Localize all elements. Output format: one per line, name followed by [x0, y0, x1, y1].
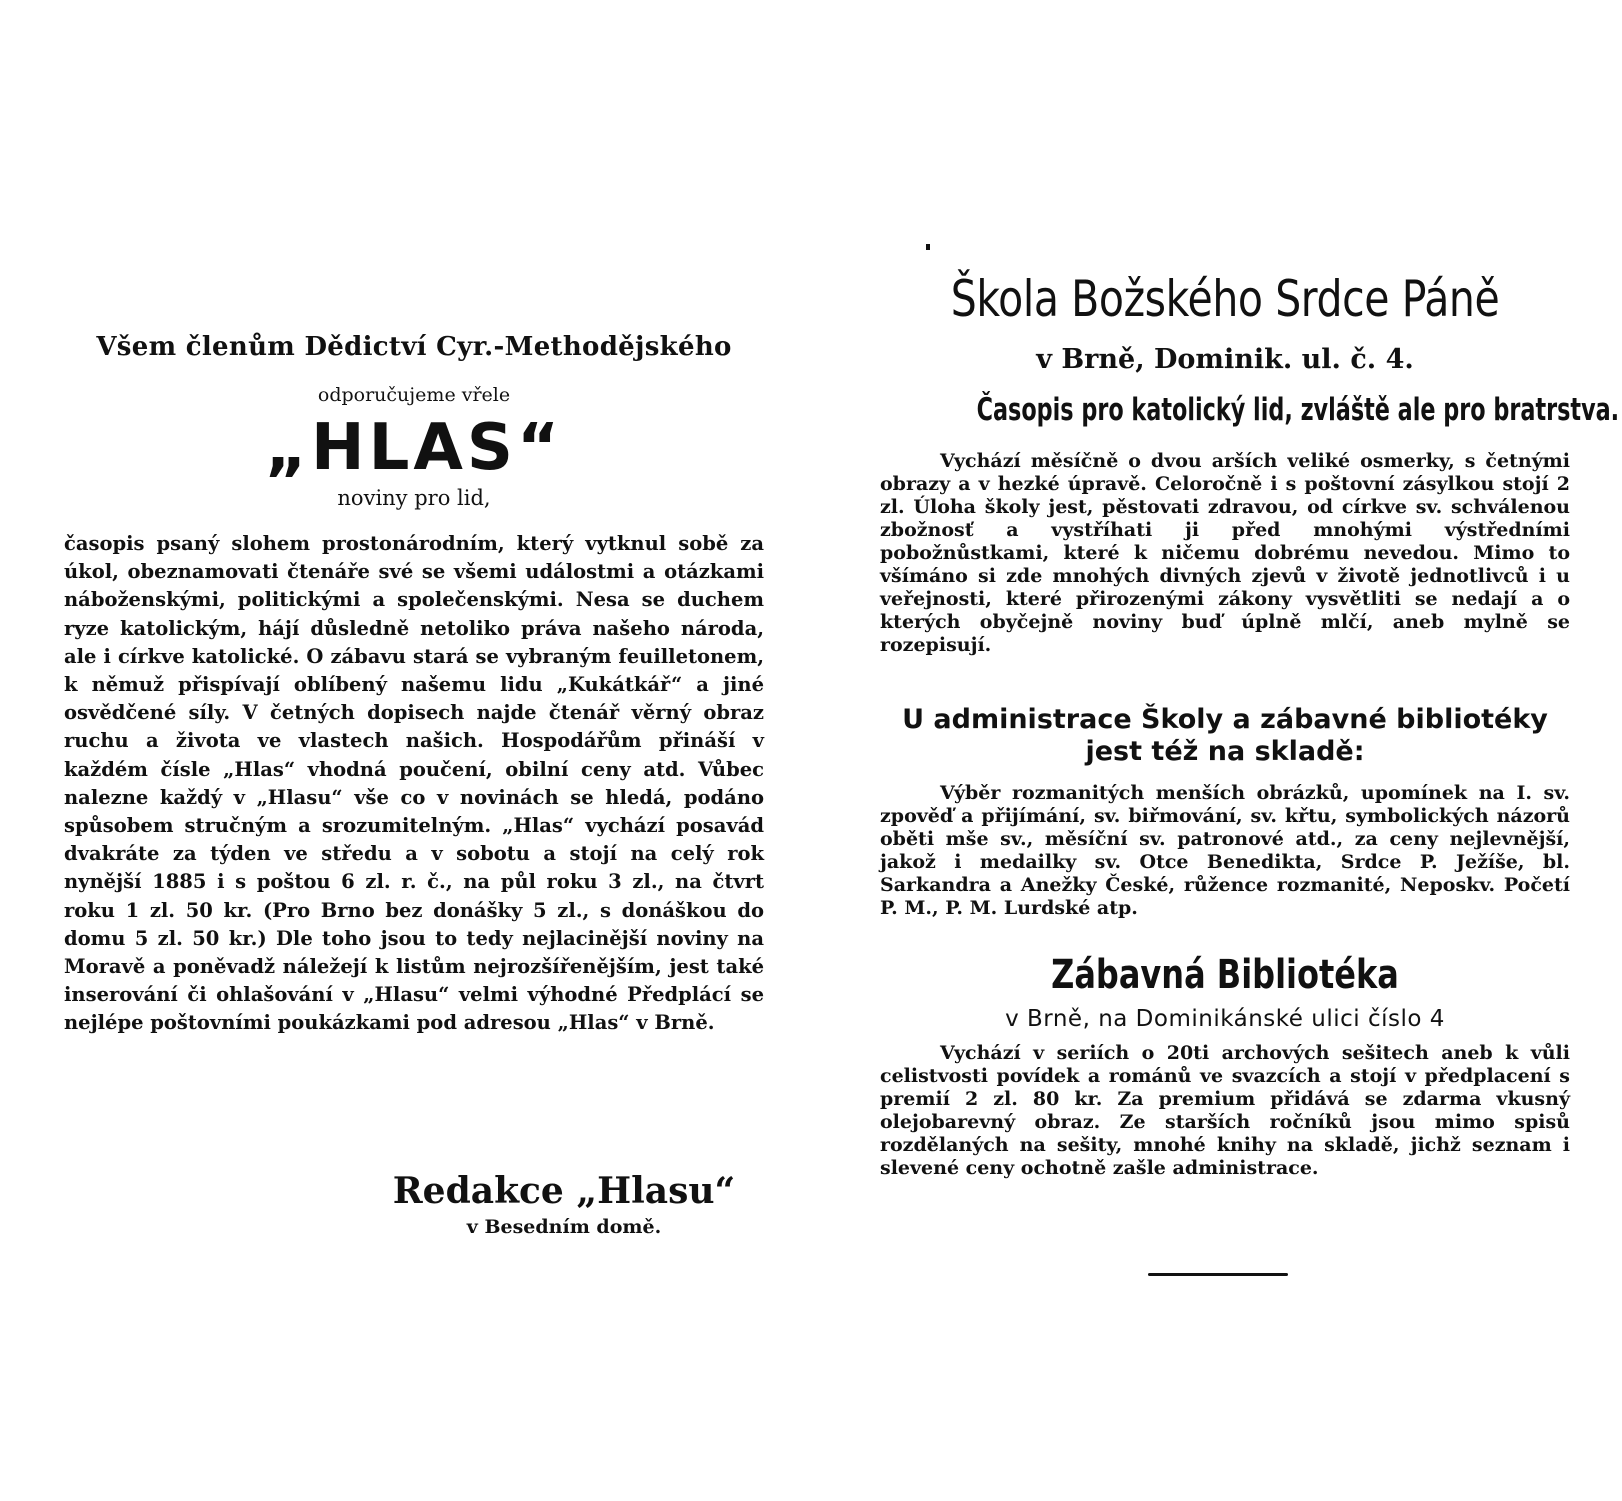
hlas-title: „HLAS“: [264, 411, 564, 485]
administration-heading: U administrace Školy a zábavné bibliotéky jest též na skladě:: [902, 704, 1548, 767]
skola-body-text: Vychází měsíčně o dvou arších veliké osmerky, s četnými obrazy a v hezké úpravě. Celoročně i s poštovní zásylkou stojí 2 zl. Úloha školy jest, pěstovati zdravou, od církve sv. schválenou zbožnosť a vystříhati ji před mnohými výstředními pobožnůstkami, které k ničemu dobrému nevedou. Mimo to všímáno si zde mnohých divných zjevů v životě jednotlivců i u veřejnosti, které přirozenými zákony vysvětliti se nedají a o kterých obyčejně noviny buď úplně mlčí, aneb mylně se rozepisují.: [880, 450, 1570, 656]
closing-rule: [1148, 1273, 1288, 1276]
library-address: v Brně, na Dominikánské ulici číslo 4: [1005, 1006, 1445, 1032]
dedictvi-heading: Všem členům Dědictví Cyr.-Methodějského: [96, 332, 732, 362]
editorial-address: v Besedním domě.: [466, 1216, 662, 1238]
library-heading: Zábavná Bibliotéka: [1051, 952, 1399, 998]
hlas-subtitle: noviny pro lid,: [337, 486, 491, 510]
editorial-signature: Redakce „Hlasu“: [392, 1170, 736, 1212]
print-speck: [926, 244, 930, 250]
hlas-body-text: časopis psaný slohem prostonárodním, který vytknul sobě za úkol, obeznamovati čtenáře své se všemi událostmi a otázkami náboženskými, politickými a společenskými. Nesa se duchem ryze katolickým, hájí důsledně netoliko práva našeho národa, ale i církve katolické. O zábavu stará se vybraným feuilletonem, k němuž přispívají oblíbený našemu lidu „Kukátkář“ a jiné osvědčené síly. V četných dopisech najde čtenář věrný obraz ruchu a života ve vlastech našich. Hospodářům přináší v každém čísle „Hlas“ vhodná poučení, obilní ceny atd. Vůbec nalezne každý v „Hlasu“ vše co v novinách se hledá, podáno spůsobem stručným a srozumitelným. „Hlas“ vychází posavád dvakráte za týden ve středu a v sobotu a stojí na celý rok nynější 1885 i s poštou 6 zl. r. č., na půl roku 3 zl., na čtvrt roku 1 zl. 50 kr. (Pro Brno bez donášky 5 zl., s donáškou do domu 5 zl. 50 kr.) Dle toho jsou to tedy nejlacinější noviny na Moravě a poněvadž náležejí k listům nejrozšířenějším, jest také inserování či ohlašování v „Hlasu“ velmi výhodné Předplácí se nejlépe poštovními poukázkami pod adresou „Hlas“ v Brně.: [64, 532, 764, 1035]
skola-address: v Brně, Dominik. ul. č. 4.: [1036, 344, 1414, 375]
items-in-stock-text: Výběr rozmanitých menších obrázků, upomínek na I. sv. zpověď a přijímání, sv. biřmování, sv. křtu, symbolických názorů oběti mše sv., měsíční sv. patronové atd., za ceny nejlevnější, jakož i medailky sv. Otce Benedikta, Srdce P. Ježíše, bl. Sarkandra a Anežky České, růžence rozmanité, Neposkv. Početí P. M., P. M. Lurdské atp.: [880, 782, 1570, 919]
recommendation-line: odporučujeme vřele: [317, 384, 511, 406]
magazine-description: Časopis pro katolický lid, zvláště ale pro bratrstva.: [976, 392, 1620, 428]
library-body-text: Vychází v seriích o 20ti archových sešitech aneb k vůli celistvosti povídek a románů ve svazcích a stojí v předplacení s premií 2 zl. 80 kr. Za premium přidává se zdarma vkusný olejobarevný obraz. Ze starších ročníků jsou mimo spisů rozdělaných na sešity, mnohé knihy na skladě, jichž seznam i slevené ceny ochotně zašle administrace.: [880, 1042, 1570, 1179]
skola-title: Škola Božského Srdce Páně: [950, 270, 1500, 328]
